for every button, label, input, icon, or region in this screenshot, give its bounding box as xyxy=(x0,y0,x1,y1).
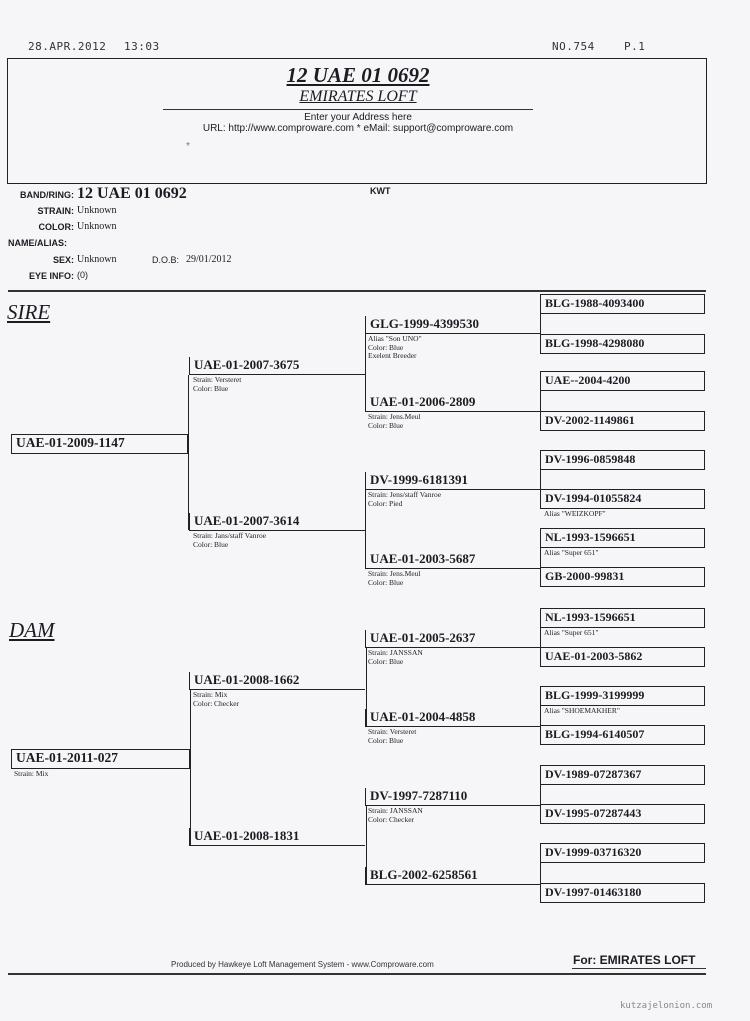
gen4-band: BLG-1988-4093400 xyxy=(540,294,705,314)
color-value: Unknown xyxy=(77,221,117,232)
gen3-details: Strain: Jens.Meul Color: Blue xyxy=(368,412,421,430)
gen4-band: DV-2002-1149861 xyxy=(540,411,705,431)
gen4-note: Alias "Super 651" xyxy=(544,628,599,637)
gen4-band: UAE-01-2003-5862 xyxy=(540,647,705,667)
gen3-band: GLG-1999-4399530 xyxy=(365,316,540,334)
gen3-details: Strain: JANSSAN Color: Blue xyxy=(368,648,423,666)
gen3-connector xyxy=(366,648,367,727)
address-line: Enter your Address here xyxy=(304,112,412,123)
gen3-band: UAE-01-2005-2637 xyxy=(365,630,540,648)
gen4-band: BLG-1998-4298080 xyxy=(540,334,705,354)
gen4-band: UAE--2004-4200 xyxy=(540,371,705,391)
band-value: 12 UAE 01 0692 xyxy=(77,185,187,202)
dob-value: 29/01/2012 xyxy=(186,254,232,265)
header-divider xyxy=(163,109,533,110)
watermark: kutzajelonion.com xyxy=(620,1001,713,1011)
gen4-connector xyxy=(540,853,541,893)
gen3-connector xyxy=(365,334,366,412)
produced-by: Produced by Hawkeye Loft Management System - www.Comproware.com xyxy=(171,960,434,969)
gen3-details: Strain: Versteret Color: Blue xyxy=(368,727,417,745)
gen2-details: Strain: Mix Color: Checker xyxy=(193,690,240,708)
gen4-note: Alias "SHOEMAKHER" xyxy=(544,706,620,715)
sex-label: SEX: xyxy=(52,255,74,265)
gen3-connector xyxy=(366,806,367,885)
strain-label: STRAIN: xyxy=(37,206,74,216)
dam-band-details: Strain: Mix xyxy=(14,769,49,778)
gen4-connector xyxy=(540,618,541,657)
gen2-band: UAE-01-2008-1831 xyxy=(194,828,300,843)
bottom-rule xyxy=(8,973,706,975)
gen3-details: Alias "Son UNO" Color: Blue Exelent Breeder xyxy=(368,334,422,360)
gen4-connector xyxy=(540,460,541,499)
gen4-connector xyxy=(540,538,541,577)
gen4-band: DV-1996-0859848 xyxy=(540,450,705,470)
dam-connector xyxy=(190,690,191,846)
gen3-band: DV-1997-7287110 xyxy=(365,788,540,806)
fax-page: P.1 xyxy=(624,40,646,53)
gen3-band: UAE-01-2004-4858 xyxy=(365,709,540,727)
gen3-band: UAE-01-2003-5687 xyxy=(365,551,540,569)
gen2-band: UAE-01-2007-3614 xyxy=(194,513,300,528)
gen3-band: UAE-01-2006-2809 xyxy=(365,394,540,412)
gen3-details: Strain: JANSSAN Color: Checker xyxy=(368,806,423,824)
dam-band: UAE-01-2011-027 xyxy=(11,749,190,769)
gen3-connector xyxy=(365,490,366,569)
fax-date: 28.APR.2012 xyxy=(28,40,107,53)
band-label: BAND/RING: xyxy=(20,190,74,200)
gen2-band: UAE-01-2007-3675 xyxy=(194,357,300,372)
gen4-band: NL-1993-1596651 xyxy=(540,608,705,628)
sex-value: Unknown xyxy=(77,254,117,265)
for-underline xyxy=(572,968,706,969)
gen4-band: DV-1989-07287367 xyxy=(540,765,705,785)
eye-label: EYE INFO: xyxy=(28,271,74,281)
eye-value: (0) xyxy=(77,270,88,280)
gen3-details: Strain: Jens/staff Vanroe Color: Pied xyxy=(368,490,442,508)
color-label: COLOR: xyxy=(38,222,74,232)
fax-number: NO.754 xyxy=(552,40,595,53)
gen3-band: DV-1999-6181391 xyxy=(365,472,540,490)
gen3-band: BLG-2002-6258561 xyxy=(365,867,540,885)
gen4-connector xyxy=(540,304,541,344)
gen2-edge xyxy=(189,357,190,375)
gen4-note: Alias "Super 651" xyxy=(544,548,599,557)
gen4-band: DV-1999-03716320 xyxy=(540,843,705,863)
top-rule xyxy=(8,290,706,292)
gen4-band: BLG-1994-6140507 xyxy=(540,725,705,745)
loft-name: EMIRATES LOFT xyxy=(299,88,417,105)
gen4-band: GB-2000-99831 xyxy=(540,567,705,587)
gen4-band: DV-1994-01055824 xyxy=(540,489,705,509)
gen2-details: Strain: Versteret Color: Blue xyxy=(193,375,242,393)
page-title: 12 UAE 01 0692 xyxy=(286,63,430,87)
gen2-band: UAE-01-2008-1662 xyxy=(194,672,300,687)
name-label: NAME/ALIAS: xyxy=(8,238,67,248)
gen4-band: DV-1995-07287443 xyxy=(540,804,705,824)
gen4-band: BLG-1999-3199999 xyxy=(540,686,705,706)
strain-value: Unknown xyxy=(77,205,117,216)
gen2-details: Strain: Jans/staff Vanroe Color: Blue xyxy=(193,531,267,549)
sire-section-label: SIRE xyxy=(7,300,51,324)
sire-band: UAE-01-2009-1147 xyxy=(11,434,188,454)
dob-label: D.O.B: xyxy=(152,255,180,265)
gen4-connector xyxy=(540,775,541,814)
gen4-band: NL-1993-1596651 xyxy=(540,528,705,548)
gen3-details: Strain: Jens.Meul Color: Blue xyxy=(368,569,421,587)
fax-time: 13:03 xyxy=(124,40,160,53)
dam-section-label: DAM xyxy=(9,618,55,642)
gen4-note: Alias "WEIZKOPF" xyxy=(544,509,606,518)
for-loft: For: EMIRATES LOFT xyxy=(573,953,696,967)
country-value: KWT xyxy=(370,186,391,196)
gen4-connector xyxy=(540,696,541,735)
gen4-connector xyxy=(540,381,541,421)
gen4-band: DV-1997-01463180 xyxy=(540,883,705,903)
header-mark: * xyxy=(186,141,190,152)
contact-line: URL: http://www.comproware.com * eMail: support@comproware.com xyxy=(202,123,514,134)
sire-connector xyxy=(188,375,189,530)
gen2-edge xyxy=(189,672,190,690)
